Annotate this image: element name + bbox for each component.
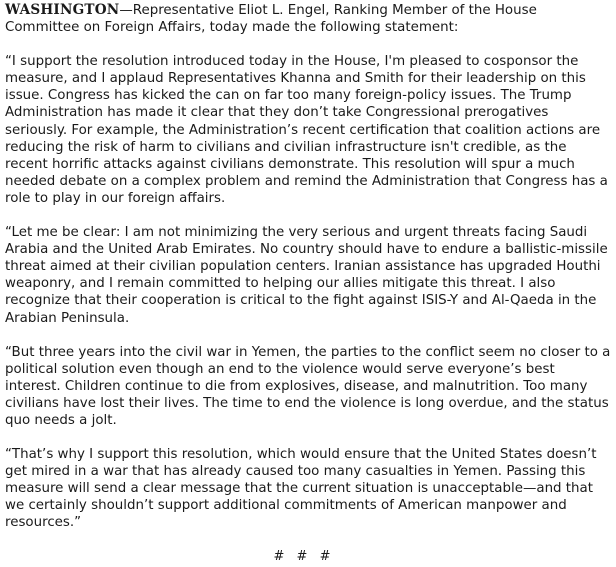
press-release bbox=[5, 2, 613, 549]
end-mark: # # # bbox=[273, 549, 335, 564]
statement-paragraph-2: “Let me be clear: I am not minimizing the very serious and urgent threats facing Saudi Arabia and the United Arab Emirates. No country should have to endure a ballistic-missile threat aimed at their civilian population centers. Iranian assistance has upgraded Houthi weaponry, and I remain committed to helping our allies mitigate this threat. I also recognize that their cooperation is critical to the fight against ISIS-Y and Al-Qaeda in the Arabian Peninsula. bbox=[5, 225, 608, 326]
statement-paragraph-1: “I support the resolution introduced today in the House, I'm pleased to cosponsor the measure, and I applaud Representatives Khanna and Smith for their leadership on this issue. Congress has kicked the can on far too many foreign-policy issues. The Trump Administration has made it clear that they don’t take Congressional prerogatives seriously. For example, the Administration’s recent certification that coalition actions are reducing the risk of harm to civilians and civilian infrastructure isn't credible, as the recent horrific attacks against civilians demonstrate. This resolution will spur a much needed debate on a complex problem and remind the Administration that Congress has a role to play in our foreign affairs. bbox=[5, 54, 608, 206]
intro-paragraph bbox=[5, 2, 613, 36]
intro-text: —Representative Eliot L. Engel, Ranking Member of the House Committee on Foreign Affairs, today made the following statement: bbox=[5, 3, 537, 36]
statement-paragraph-3: “But three years into the civil war in Yemen, the parties to the conflict seem no closer to a political solution even though an end to the violence would serve everyone’s best interest. Children continue to die from explosives, disease, and malnutrition. Too many civilians have lost their lives. The time to end the violence is long overdue, and the status quo needs a jolt. bbox=[5, 344, 611, 428]
statement-paragraph-4: “That’s why I support this resolution, which would ensure that the United States doesn’t get mired in a war that has already caused too many casualties in Yemen. Passing this measure will send a clear message that the current situation is unacceptable—and that we certainly shouldn’t support additional commitments of American manpower and resources.” bbox=[5, 447, 597, 531]
dateline: WASHINGTON bbox=[5, 2, 120, 18]
